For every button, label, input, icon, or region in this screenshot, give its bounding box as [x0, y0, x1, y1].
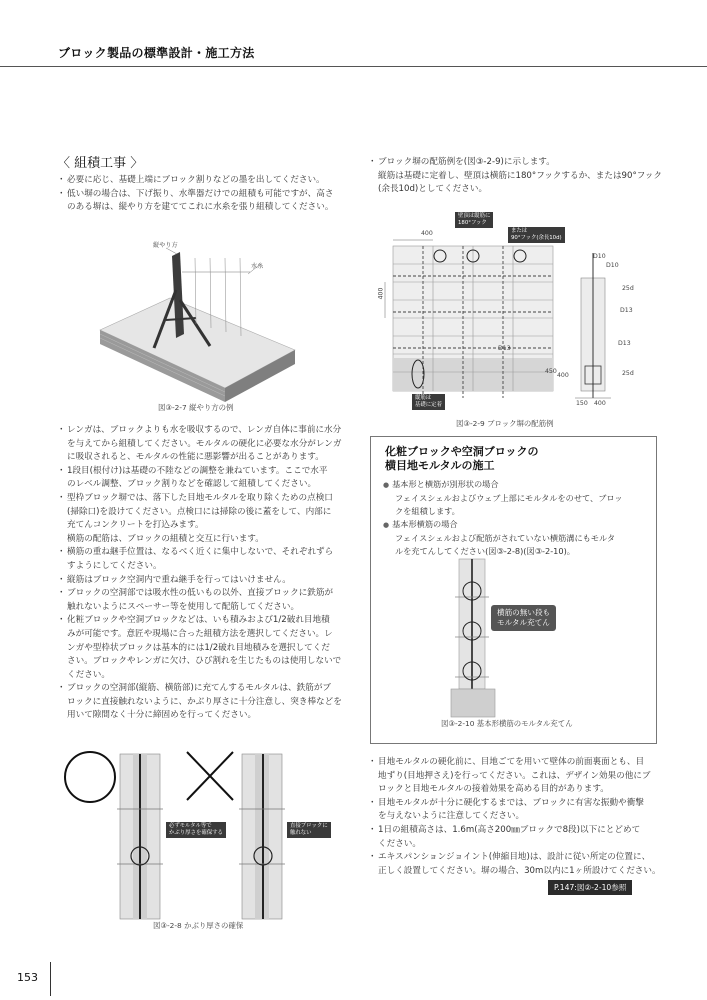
fig-2-9-tag-180-hook: 壁頂は縦筋に 180°フック: [455, 212, 493, 228]
label-400-r: 400: [594, 400, 606, 407]
fig-2-8-ok-label: 必ずモルタル等で かぶり厚さを確保する: [166, 822, 226, 838]
bullet-line: 用いて隙間なく十分に締固めを行ってください。: [67, 710, 257, 721]
box-title-line: 横目地モルタルの施工: [385, 459, 495, 472]
box-title-line: 化粧ブロックや空洞ブロックの: [385, 445, 539, 458]
bullet-line: ンガや型枠状ブロックは基本的には1/2破れ目地積みを選択してくだ: [67, 642, 330, 653]
section-heading: 〈 組積工事 〉: [57, 156, 144, 171]
box-item-head: ● 基本形横筋の場合: [383, 518, 623, 532]
bullet-line: すようにしてください。: [67, 560, 162, 571]
label-d13-r2: D13: [618, 340, 631, 347]
box-item-head: ● 基本形と横筋が別形状の場合: [383, 478, 623, 492]
bullet-line: 横筋の配筋は、ブロックの組積と交互に行います。: [67, 533, 264, 544]
bullet-line: ・ 横筋の重ね継手位置は、なるべく近くに集中しないで、それぞれずら: [67, 547, 334, 558]
label-25d-b: 25d: [622, 370, 634, 377]
figure-2-10-caption: 図③-2-10 基本形横筋のモルタル充てん: [441, 719, 573, 728]
label-150: 150: [576, 400, 588, 407]
bullet-item: [57, 546, 347, 573]
box-title: [385, 445, 539, 473]
bullet-line: ・ 低い塀の場合は、下げ振り、水準器だけでの組積も可能ですが、高さ: [67, 188, 334, 199]
wall-cross-section: [575, 253, 611, 398]
bullet-line: 縦筋は基礎に定着し、壁頂は横筋に180°フックするか、または90°フック: [378, 170, 662, 181]
label-d13-wall: D13: [498, 345, 511, 352]
fig-2-8-ng-label: 直接ブロックに 触れない: [287, 822, 331, 838]
box-item-line: フェイスシェルおよびウェブ上部にモルタルをのせて、ブロッ: [395, 493, 623, 503]
label-400-b: 400: [557, 372, 569, 379]
bullet-line: ・ 目地モルタルが十分に硬化するまでは、ブロックに有害な振動や衝撃: [378, 797, 644, 808]
bullet-line: ・ 型枠ブロック塀では、落下した目地モルタルを取り除くための点検口: [67, 492, 333, 503]
bullet-item: [368, 851, 668, 878]
bullet-line: ・ 化粧ブロックや空洞ブロックなどは、いも積みおよび1/2破れ目地積: [67, 615, 330, 626]
bullet-item: [57, 174, 347, 188]
dim-400-top: 400: [421, 230, 433, 237]
bullet-item: [57, 614, 347, 682]
page-header-title: ブロック製品の標準設計・施工方法: [58, 46, 255, 60]
label-d10-a: D10: [593, 253, 606, 260]
block-wall-grid: [393, 246, 553, 391]
bullet-item: [368, 797, 668, 824]
bullet-line: ・ ブロックの空洞部では吸水性の低いもの以外、直接ブロックに鉄筋が: [67, 588, 334, 599]
box-item-line: ルを充てんしてください(図③-2-8)(図③-2-10)。: [395, 546, 575, 556]
label-d13-r1: D13: [620, 307, 633, 314]
bullet-line: 地ずり(目地押さえ)を行ってください。これは、デザイン効果の他にブ: [378, 770, 651, 781]
header-rule: [0, 66, 707, 67]
bullet-line: のレベル調整、ブロック割りなどを確認して組積してください。: [67, 479, 317, 490]
bullet-line: 充てんコンクリートを打込みます。: [67, 520, 204, 531]
bullet-item: [57, 492, 347, 533]
bullet-line: ロックに直接触れないように、かぶり厚さに十分注意し、突き棒などを: [67, 696, 342, 707]
ok-circle-symbol: [65, 752, 115, 802]
box-item-body: [383, 492, 623, 518]
fig-2-9-tag-90-hook: または 90°フック(余長10d): [508, 227, 565, 243]
bullet-line: ・ 1日の組積高さは、1.6m(高さ200㎜ブロックで8段)以下にとどめて: [378, 824, 641, 835]
bullet-line: ください。: [378, 838, 421, 849]
page-number: 153: [17, 971, 38, 984]
string-line: [240, 258, 241, 336]
bullet-line: ロックと目地モルタルの接着効果を高める目的があります。: [378, 784, 609, 795]
box-item-body: [383, 532, 623, 558]
bullet-item: [57, 533, 347, 547]
bullet-line: ・ 縦筋はブロック空洞内で重ね継手を行ってはいけません。: [67, 574, 291, 585]
ng-wall-section: [239, 754, 285, 919]
mortar-note-box: [370, 436, 657, 744]
right-bullet-list-2: [368, 756, 668, 878]
box-items: [383, 478, 623, 558]
box-item-line: フェイスシェルおよび配筋がされていない横筋溝にもモルタ: [395, 533, 616, 543]
label-d10-b: D10: [606, 262, 619, 269]
box-callout: 横筋の無い段も モルタル充てん: [491, 605, 556, 631]
left-bullet-list-2: [57, 424, 347, 723]
bullet-line: ・ 1段目(根付け)は基礎の不陸などの調整を兼ねています。ここで水平: [67, 465, 328, 476]
bullet-item: [368, 824, 668, 851]
ok-wall-section: [117, 754, 163, 919]
figure-2-8-caption: 図③-2-8 かぶり厚さの確保: [153, 921, 244, 930]
fig-2-9-tag-anchor: 縦筋は 基礎に定着: [412, 394, 445, 410]
label-mizuito: 水糸: [251, 263, 264, 270]
figure-2-7-vertical-batter-board: [100, 230, 300, 405]
bullet-line: みが可能です。意匠や現場に合った組積方法を選択してください。レ: [67, 628, 333, 639]
figure-2-7-caption: 図③-2-7 縦やり方の例: [158, 403, 234, 412]
bullet-line: を与えてから組積してください。モルタルの硬化に必要な水分がレンガ: [67, 438, 342, 449]
left-bullet-list-1: [57, 174, 347, 215]
box-item-line: クを組積します。: [395, 506, 460, 516]
bullet-line: ・ ブロック塀の配筋例を(図③-2-9)に示します。: [378, 157, 555, 167]
bullet-line: 触れないようにスペーサー等を使用して配筋してください。: [67, 601, 300, 612]
bullet-line: に吸収されると、モルタルの性能に悪影響が出ることがあります。: [67, 452, 324, 463]
bullet-line: (余長10d)としてください。: [378, 184, 488, 195]
label-tate-yarikata: 縦やり方: [153, 242, 178, 249]
bullet-item: [57, 682, 347, 723]
bullet-line: ・ 必要に応じ、基礎上端にブロック割りなどの墨を出してください。: [67, 175, 325, 185]
bullet-line: ・ レンガは、ブロックよりも水を吸収するので、レンガ自体に事前に水分: [67, 425, 342, 435]
bullet-item: [57, 188, 347, 215]
bullet-line: のある塀は、縦やり方を建ててこれに水糸を張り組積してください。: [67, 202, 334, 213]
bullet-item: [368, 156, 668, 197]
bullet-item: [57, 424, 347, 465]
label-25d-a: 25d: [622, 285, 634, 292]
figure-2-9-caption: 図③-2-9 ブロック塀の配筋例: [456, 419, 554, 428]
label-450: 450: [545, 368, 557, 375]
bullet-line: さい。ブロックやレンガに欠け、ひび割れを生じたものは使用しないで: [67, 656, 342, 667]
bullet-line: ・ ブロックの空洞部(縦筋、横筋部)に充てんするモルタルは、鉄筋がブ: [67, 683, 332, 694]
bullet-line: を与えないように注意してください。: [378, 811, 525, 822]
bullet-line: (掃除口)を設けてください。点検口には掃除の後に蓋をして、内部に: [67, 506, 332, 517]
page-number-rule: [50, 962, 51, 996]
bullet-line: 正しく設置してください。塀の場合、30m以内に1ヶ所設けてください。: [378, 865, 661, 876]
right-bullet-list-1: [368, 156, 668, 197]
bullet-line: ・ 目地モルタルの硬化前に、目地ごてを用いて壁体の前面裏面とも、目: [378, 757, 645, 767]
bullet-line: ・ エキスパンションジョイント(伸縮目地)は、設計に従い所定の位置に、: [378, 852, 651, 863]
bullet-item: [57, 587, 347, 614]
figure-2-10-horizontal-mortar: [451, 559, 541, 717]
bullet-line: ください。: [67, 669, 110, 680]
reference-tag: P.147:図②-2-10参照: [548, 880, 632, 895]
bullet-item: [368, 756, 668, 797]
dim-400-side: 400: [377, 287, 385, 300]
bullet-item: [57, 465, 347, 492]
bullet-item: [57, 574, 347, 588]
